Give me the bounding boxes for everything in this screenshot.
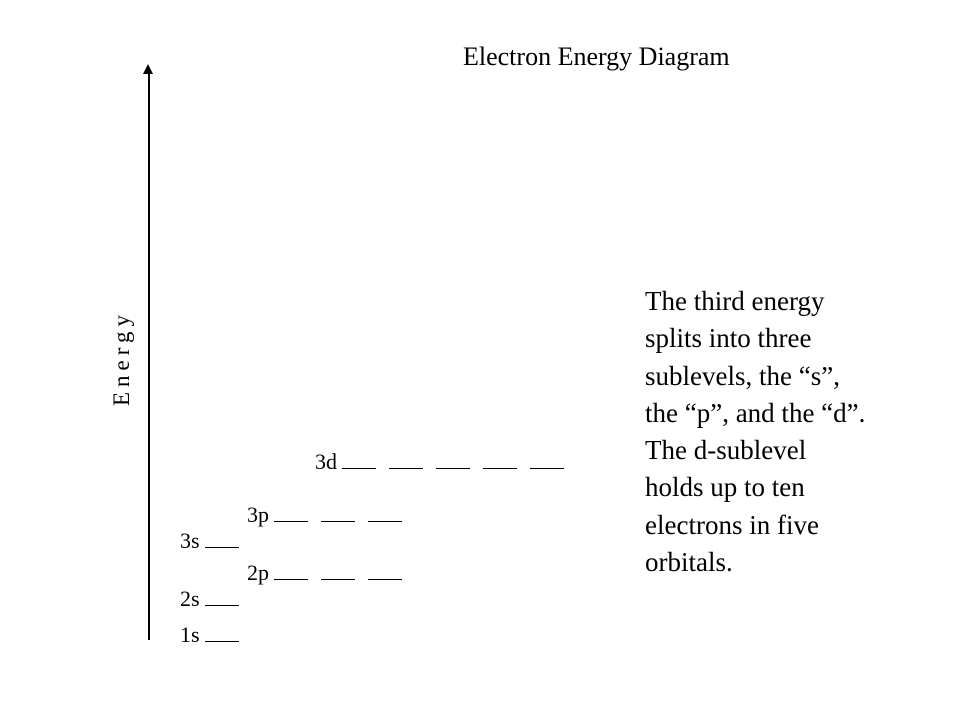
- description-line: the “p”, and the “d”.: [645, 397, 866, 428]
- level-3p: [247, 502, 402, 528]
- energy-axis-arrowhead: [143, 64, 153, 74]
- energy-axis-line: [148, 68, 150, 640]
- level-3d: [315, 449, 564, 475]
- orbital-slots: [274, 502, 402, 528]
- level-label: 2s: [180, 586, 200, 611]
- description-line: The third energy: [645, 286, 825, 316]
- orbital-slots: [205, 528, 239, 554]
- orbital-slot: [389, 468, 423, 469]
- orbital-slot: [205, 605, 239, 606]
- level-2s: [180, 586, 239, 612]
- orbital-slot: [205, 641, 239, 642]
- level-label: 2p: [247, 560, 269, 585]
- level-label: 3d: [315, 449, 337, 474]
- description-line: orbitals.: [645, 547, 733, 578]
- level-label: 3s: [180, 528, 200, 553]
- description-line: holds up to ten: [645, 472, 805, 503]
- level-label: 3p: [247, 502, 269, 527]
- orbital-slot: [436, 468, 470, 469]
- description-line: electrons in five: [645, 509, 819, 540]
- orbital-slot: [368, 521, 402, 522]
- orbital-slot: [321, 579, 355, 580]
- energy-axis-label: Energy: [109, 309, 134, 407]
- level-2p: [247, 560, 402, 586]
- orbital-slot: [368, 579, 402, 580]
- orbital-slot: [274, 579, 308, 580]
- orbital-slot: [483, 468, 517, 469]
- description-line: sublevels, the “s”,: [645, 360, 840, 391]
- orbital-slot: [205, 547, 239, 548]
- level-1s: [180, 622, 239, 648]
- orbital-slot: [274, 521, 308, 522]
- description-text: [645, 283, 935, 581]
- orbital-slots: [342, 449, 564, 475]
- level-3s: [180, 528, 239, 554]
- orbital-slots: [205, 622, 239, 648]
- orbital-slots: [274, 560, 402, 586]
- orbital-slot: [530, 468, 564, 469]
- diagram-title: Electron Energy Diagram: [463, 42, 730, 71]
- description-line: splits into three: [645, 323, 812, 354]
- orbital-slot: [342, 468, 376, 469]
- orbital-slots: [205, 586, 239, 612]
- orbital-slot: [321, 521, 355, 522]
- description-line: The d-sublevel: [645, 435, 807, 466]
- level-label: 1s: [180, 622, 200, 647]
